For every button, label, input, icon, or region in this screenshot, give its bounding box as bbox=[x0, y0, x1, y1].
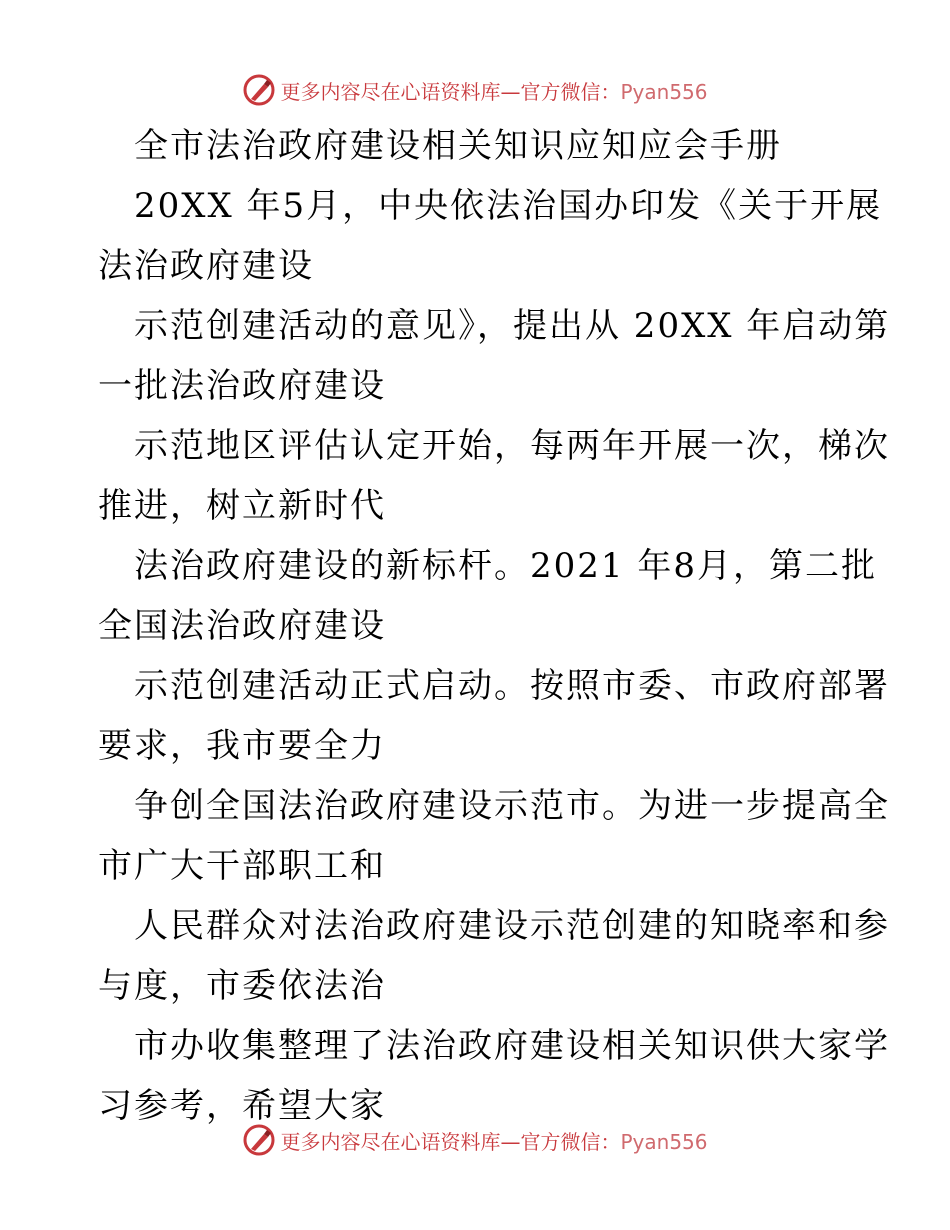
paragraph-line: 一批法治政府建设 bbox=[98, 366, 386, 406]
paragraph-line: 法治政府建设的新标杆。2021 年8月，第二批 bbox=[134, 546, 877, 586]
paragraph-line: 示范创建活动的意见》，提出从 20XX 年启动第 bbox=[134, 306, 891, 346]
wechat-id: Pyan556 bbox=[620, 79, 708, 104]
paragraph-line: 推进，树立新时代 bbox=[98, 486, 386, 526]
wechat-id: Pyan556 bbox=[620, 1129, 708, 1154]
pen-circle-icon bbox=[242, 1123, 276, 1157]
paragraph-line: 人民群众对法治政府建设示范创建的知晓率和参 bbox=[134, 906, 890, 946]
paragraph-line: 市广大干部职工和 bbox=[98, 846, 386, 886]
paragraph-line: 20XX 年5月，中央依法治国办印发《关于开展 bbox=[134, 186, 883, 226]
banner-text: 更多内容尽在心语资料库—官方微信：Pyan556 bbox=[280, 1129, 708, 1154]
paragraph-line: 示范创建活动正式启动。按照市委、市政府部署 bbox=[134, 666, 890, 706]
doc-title: 全市法治政府建设相关知识应知应会手册 bbox=[134, 126, 782, 166]
banner-text: 更多内容尽在心语资料库—官方微信：Pyan556 bbox=[280, 79, 708, 104]
paragraph-line: 与度，市委依法治 bbox=[98, 966, 386, 1006]
paragraph-line: 全国法治政府建设 bbox=[98, 606, 386, 646]
paragraph-line: 法治政府建设 bbox=[98, 246, 314, 286]
paragraph-line: 要求，我市要全力 bbox=[98, 726, 386, 766]
footer-banner bbox=[0, 1120, 950, 1160]
paragraph-line: 争创全国法治政府建设示范市。为进一步提高全 bbox=[134, 786, 890, 826]
pen-circle-icon bbox=[242, 73, 276, 107]
paragraph-line: 习参考，希望大家 bbox=[98, 1086, 386, 1126]
paragraph-line: 示范地区评估认定开始，每两年开展一次，梯次 bbox=[134, 426, 890, 466]
paragraph-line: 市办收集整理了法治政府建设相关知识供大家学 bbox=[134, 1026, 890, 1066]
header-banner bbox=[0, 70, 950, 110]
